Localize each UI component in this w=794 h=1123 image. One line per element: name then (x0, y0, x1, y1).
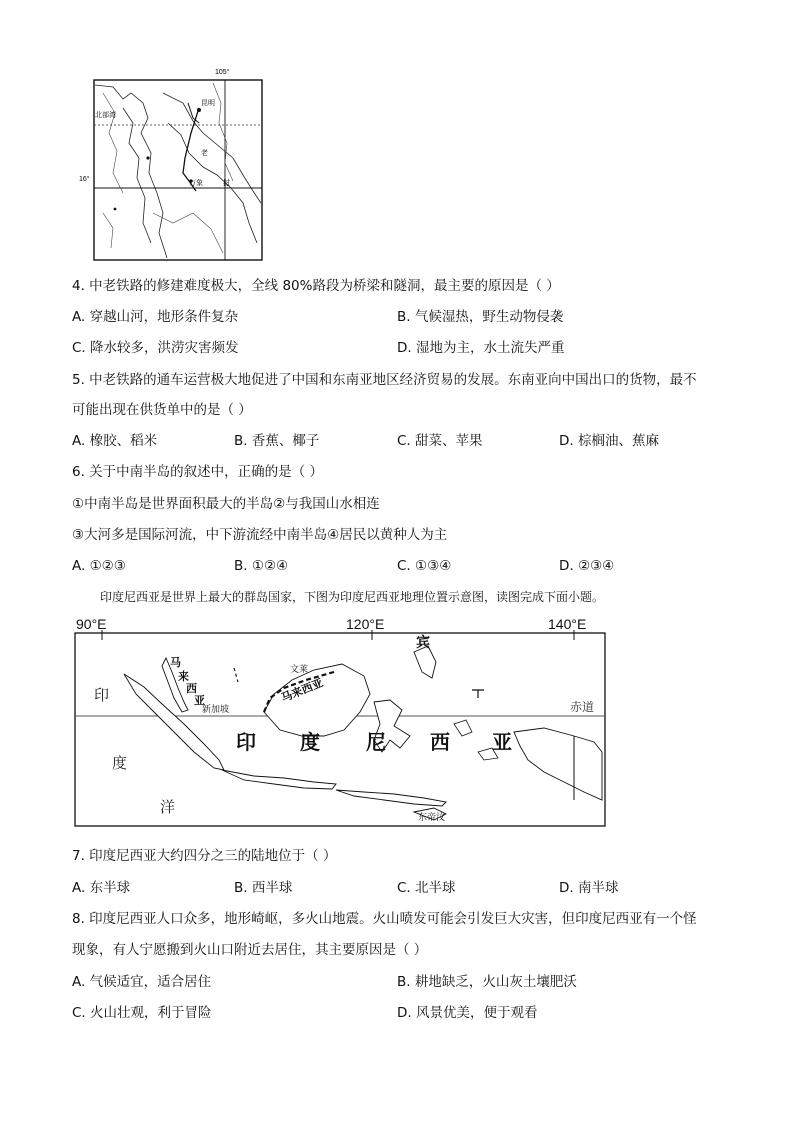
lon-90e-label: 90°E (76, 616, 107, 632)
q6-option-d[interactable]: D. ②③④ (559, 558, 615, 574)
malaysia-char-3: 西 (186, 682, 197, 695)
indonesia-char-5: 亚 (492, 730, 512, 754)
q5-stem-line2: 可能出现在供货单中的是（ ） (72, 402, 252, 418)
laos-railway-map (79, 63, 263, 261)
ocean-label-du: 度 (112, 754, 128, 772)
malaysia-char-2: 来 (178, 670, 189, 683)
q8-option-b[interactable]: B. 耕地缺乏，火山灰土壤肥沃 (397, 974, 577, 990)
indonesia-char-2: 度 (300, 730, 320, 754)
ocean-label-yin: 印 (94, 686, 110, 704)
q5-option-d[interactable]: D. 棕榈油、蕉麻 (559, 433, 659, 449)
lon-120e-label: 120°E (346, 616, 385, 632)
beibu-label: 北部湾 (95, 111, 116, 119)
q5-option-c[interactable]: C. 甜菜、苹果 (397, 433, 483, 449)
malaysia-east-label: 马来西亚 (279, 676, 326, 705)
q4-option-d[interactable]: D. 湿地为主，水土流失严重 (397, 340, 565, 356)
lat-16-label: 16° (79, 176, 90, 183)
q4-option-c[interactable]: C. 降水较多，洪涝灾害频发 (72, 340, 239, 356)
q6-option-b[interactable]: B. ①②④ (234, 558, 289, 574)
philippines-label: 宾 (416, 635, 430, 651)
malaysia-char-1: 马 (170, 656, 181, 669)
q4-option-b[interactable]: B. 气候湿热，野生动物侵袭 (397, 309, 564, 325)
indonesia-char-3: 尼 (366, 730, 386, 754)
laos-label: 老 (201, 149, 208, 157)
q4-stem: 4. 中老铁路的修建难度极大，全线 80%路段为桥梁和隧洞，最主要的原因是（ ） (72, 278, 560, 294)
q8-stem-line1: 8. 印度尼西亚人口众多，地形崎岖，多火山地震。火山喷发可能会引发巨大灾害，但印度尼西亚有一个怪 (72, 911, 697, 927)
q8-stem-line2: 现象，有人宁愿搬到火山口附近去居住，其主要原因是（ ） (72, 942, 428, 958)
indonesia-map-frame (74, 632, 610, 828)
q5-stem-line1: 5. 中老铁路的通车运营极大地促进了中国和东南亚地区经济贸易的发展。东南亚向中国出口的货物，最不 (72, 372, 697, 388)
q6-statement-1: ①中南半岛是世界面积最大的半岛②与我国山水相连 (72, 496, 380, 512)
q6-statement-2: ③大河多是国际河流，中下游流经中南半岛④居民以黄种人为主 (72, 527, 448, 543)
laos2-label: 挝 (223, 179, 230, 187)
q5-option-a[interactable]: A. 橡胶、稻米 (72, 433, 158, 449)
q7-option-c[interactable]: C. 北半球 (397, 880, 456, 896)
q8-option-c[interactable]: C. 火山壮观，利于冒险 (72, 1005, 212, 1021)
ocean-label-yang: 洋 (160, 798, 176, 816)
singapore-label: 新加坡 (202, 705, 230, 715)
q6-option-c[interactable]: C. ①③④ (397, 558, 452, 574)
q4-option-a[interactable]: A. 穿越山河，地形条件复杂 (72, 309, 239, 325)
q6-stem: 6. 关于中南半岛的叙述中，正确的是（ ） (72, 464, 323, 480)
vientiane-label: 万象 (189, 179, 203, 187)
q7-option-a[interactable]: A. 东半球 (72, 880, 131, 896)
malaysia-char-4: 亚 (194, 694, 205, 707)
q7-stem: 7. 印度尼西亚大约四分之三的陆地位于（ ） (72, 848, 337, 864)
q8-option-d[interactable]: D. 风景优美，便于观看 (397, 1005, 538, 1021)
map2-intro: 印度尼西亚是世界上最大的群岛国家，下图为印度尼西亚地理位置示意图，读图完成下面小题。 (100, 590, 605, 604)
brunei-label: 文莱 (290, 665, 309, 675)
q7-option-d[interactable]: D. 南半球 (559, 880, 619, 896)
q6-option-a[interactable]: A. ①②③ (72, 558, 126, 574)
q5-option-b[interactable]: B. 香蕉、椰子 (234, 433, 320, 449)
lon-105-label: 105° (215, 69, 230, 76)
indonesia-map (74, 614, 610, 828)
lon-140e-label: 140°E (548, 616, 587, 632)
equator-label: 赤道 (570, 700, 595, 714)
q7-option-b[interactable]: B. 西半球 (234, 880, 293, 896)
east-timor-label: 东帝汶 (418, 813, 446, 823)
kunming-label: 昆明 (201, 99, 215, 107)
q8-option-a[interactable]: A. 气候适宜，适合居住 (72, 974, 212, 990)
indonesia-char-1: 印 (236, 730, 256, 754)
indonesia-char-4: 西 (430, 730, 450, 754)
